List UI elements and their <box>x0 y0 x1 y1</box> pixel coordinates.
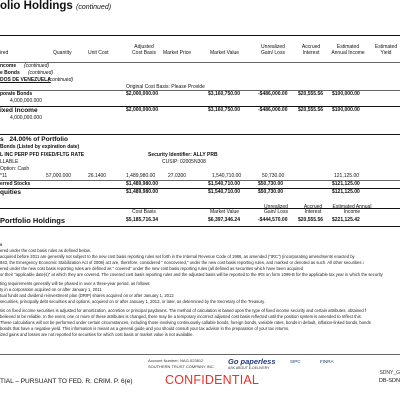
note-line: ty in a corporation acquired on or after January 1, 2011 <box>0 287 102 292</box>
col-unit-cost: Unit Cost <box>88 50 109 56</box>
col-adj-cost-l2: Cost Basis <box>132 50 156 56</box>
note-line: s <box>0 242 3 247</box>
cell-est-income: $121,125.00 <box>332 181 360 187</box>
col-est-income-l2: Annual Income <box>331 50 365 56</box>
row-corporate-bonds-qty <box>0 98 400 105</box>
sub-heading: Bonds (Listed by expiration date) <box>0 144 80 150</box>
cell-unrealized: $50,730.00 <box>258 189 284 195</box>
finra-logo: FINRA <box>320 359 334 364</box>
security-cusip: CUSIP: 02005N308 <box>162 159 206 165</box>
row-bonds-continued <box>0 70 400 77</box>
col-est-income <box>328 44 368 56</box>
note-line: ered under the cost basis rules as defined below. <box>0 248 91 253</box>
note-line: These calculations will not be performed under certain circumstances, including those involving continuously callable bonds, foreign bonds, variable rates, bonds in default, inflation-linked bonds, bonds <box>0 320 371 325</box>
cell-quantity: 57,000.000 <box>46 173 72 179</box>
cell-quantity: 4,000,000.000 <box>10 98 42 104</box>
note-line: ered under the new cost basis reporting rules are defined as " covered" under the new cost basis reporting rules (all defined as securities which have been acquired <box>0 266 304 271</box>
total-mv: $6,397,346.24 <box>208 217 240 223</box>
cell-est-income: 121,125.00 <box>334 173 360 179</box>
note-line: bonds that have a negative yield. This information is meant as a general guide and you should consult your tax advisor in the preparation of your tax returns. <box>0 326 290 331</box>
note-line: or their "applicable date(s)" at which they are covered. The covered cost basis reporting rules and the adjusted basis will be reported to the IRS on form 1099-B for the applicable tax year in which the security <box>0 272 383 277</box>
cell-est-income: $100,000.00 <box>332 91 360 97</box>
cell-unrealized: -$486,000.00 <box>258 91 288 97</box>
note-line: ting requirements generally will be phased in over a three-year period, as follows: <box>0 281 151 286</box>
footer-rule <box>0 354 400 355</box>
total-hdr-eai: Estimated Annual Income <box>332 204 372 215</box>
header-top-rule <box>0 35 400 36</box>
col-adj-cost-l1: Adjusted <box>134 44 154 50</box>
row-equities-total <box>0 189 400 196</box>
sipc-logo: SIPC <box>290 359 301 364</box>
row-label: quities <box>0 189 21 196</box>
row-tail: (continued) <box>48 77 74 83</box>
account-number: Account Number: NAG-023812 <box>148 358 204 363</box>
row-fixed-income-qty <box>0 115 400 122</box>
note-line: sis on fixed income securities is adjusted for amortization, accretion or principal paydowns. The method of calculation is based upon the type of fixed income security and certain attributes, obtained f <box>0 308 367 313</box>
row-corporate-bonds-total <box>0 91 400 98</box>
col-quantity: Quantity <box>53 50 72 56</box>
col-unrealized-l1: Unrealized <box>261 44 285 50</box>
col-unrealized <box>255 44 291 56</box>
page-title-sub: (continued) <box>76 4 112 11</box>
cell-cost: $2,000,000.00 <box>126 91 158 97</box>
grand-jury-notice: TIAL – PURSUANT TO FED. R. CRIM. P. 6(e) <box>0 378 133 385</box>
note-line: securities, principally debt securities and options, acquired on or after January 1, 2013, or later, as determined by the Secretary of the Treasury. <box>0 299 266 304</box>
cell-date: *11 <box>0 173 8 179</box>
row-venezuela <box>0 77 400 84</box>
note-line: tual funds and dividend reinvestment plan (DRIP) shares acquired on or after January 1, 2012 <box>0 293 174 298</box>
row-security-l2 <box>0 166 400 173</box>
row-preferred-sub <box>0 144 400 151</box>
cell-unrealized: $50,730.00 <box>258 181 284 187</box>
col-market-value: Market Value <box>210 50 240 56</box>
cell-market-value: 1,540,710.00 <box>212 173 242 179</box>
row-security-l1 <box>0 159 400 166</box>
firm-name: SOUTHERN TRUST COMPANY INC <box>148 364 214 369</box>
row-income-continued <box>0 63 400 70</box>
total-cost: $5,185,716.34 <box>126 217 158 223</box>
cell-est-income: $100,000.00 <box>332 107 360 113</box>
sdny-stamp: SDNY_G <box>379 370 400 376</box>
col-market-price: Market Price <box>163 50 192 56</box>
note-line: 843, the Emergency Economic Stabilization Act of 2008) act are, therefore, considered " noncovered," under the new cost basis reporting rules, and marked or denoted as such. All other securities i <box>0 260 364 265</box>
total-hdr-cost: Cost Basis <box>132 209 156 215</box>
row-preferred-total <box>0 181 400 188</box>
col-est-yield <box>372 44 400 56</box>
total-eai: $221,125.42 <box>332 217 360 223</box>
col-adj-cost <box>124 44 164 56</box>
page-title-main: olio Holdings <box>0 0 73 12</box>
row-label: erred Stocks <box>0 181 31 187</box>
col-acquired: ired <box>0 50 9 56</box>
cell-market-value: $1,540,710.00 <box>208 189 240 195</box>
cell-market-value: $3,160,750.00 <box>208 107 240 113</box>
total-hdr-ugl: Unrealized Gain/ Loss <box>264 204 288 215</box>
section-pct: 24.00% of Portfolio <box>9 136 68 143</box>
cell-accrued: $20,555.56 <box>298 107 324 113</box>
column-header <box>0 38 400 62</box>
cell-cost: 1,489,980.00 <box>126 173 156 179</box>
cost-basis-note: Original Cost Basis: Please Provide <box>126 84 205 90</box>
col-accrued-l2: Interest <box>302 50 320 56</box>
rule-3 <box>0 134 400 135</box>
security-option: Option: Cash <box>0 166 30 172</box>
page-title <box>0 0 111 12</box>
cell-cost: $1,489,980.00 <box>126 189 158 195</box>
col-est-income-l1: Estimated <box>336 44 360 50</box>
col-accrued-l1: Accrued <box>301 44 321 50</box>
note-line: acquired before 2011 are generally not subject to the new cost basis reporting rules set forth in the Internal Revenue Code of 1986, as amended ("IRC") (incorporating amendments enacted by <box>0 254 355 259</box>
security-callable: LLABLE <box>0 159 19 165</box>
cell-cost: $1,489,980.00 <box>126 181 158 187</box>
col-est-yield-l1: Estimated <box>374 44 398 50</box>
row-fixed-income-total <box>0 107 400 114</box>
row-label: DOS DE VENEZUELA <box>0 77 51 83</box>
note-line: believed to be reliable. In the event, one or more of these attributes is changed, there may be a temporary incorrect adjusted cost basis reflected until the position system is amended to reflect this <box>0 314 361 319</box>
cell-market-price: 27.0300 <box>168 173 187 179</box>
row-tail: (continued) <box>24 63 50 69</box>
row-total-header <box>0 204 400 216</box>
total-ai: $20,555.56 <box>298 217 324 223</box>
total-hdr-ai: Accrued Interest <box>303 204 323 215</box>
rule-7 <box>0 226 400 227</box>
go-paperless-logo: Go paperless <box>228 357 276 366</box>
go-paperless-sub: ASK ABOUT E-DELIVERY <box>228 366 270 370</box>
row-tail: (continued) <box>28 70 54 76</box>
row-label: ixed Income <box>0 107 38 114</box>
cell-market-value: $3,160,750.00 <box>208 91 240 97</box>
cost-basis-notes <box>0 242 400 338</box>
section-equities <box>0 136 68 143</box>
row-total-portfolio <box>0 216 400 225</box>
total-label: Portfolio Holdings <box>0 216 65 225</box>
cell-unit-cost: 26.1400 <box>88 173 107 179</box>
col-unrealized-l2: Gain/ Loss <box>261 50 285 56</box>
security-identifier: Security Identifier: ALLY PRB <box>148 152 218 158</box>
row-security-name <box>0 152 400 159</box>
row-label: ncome <box>0 63 17 69</box>
confidential-stamp: CONFIDENTIAL <box>165 373 260 387</box>
total-ugl: -$444,570.00 <box>258 217 288 223</box>
cell-cost: $2,000,000.00 <box>126 107 158 113</box>
cell-market-value: $1,540,710.00 <box>208 181 240 187</box>
cell-quantity: 4,000,000.000 <box>10 115 42 121</box>
cell-accrued: $20,555.56 <box>298 91 324 97</box>
total-hdr-mv: Market Value <box>210 209 240 215</box>
cell-est-income: $121,125.00 <box>332 189 360 195</box>
bates-number: DB-SDN <box>378 378 400 384</box>
cell-unrealized: 50,730.00 <box>262 173 285 179</box>
note-line: ized gains and losses are not reported for securities for which cost basis or market value is not available. <box>0 332 194 337</box>
section-label: s <box>0 136 4 143</box>
cell-unrealized: -$486,000.00 <box>258 107 288 113</box>
col-est-yield-l2: Yield <box>380 50 392 56</box>
security-name: L INC PERP PFD FIXED/FLTG RATE <box>0 152 85 158</box>
row-label: e Bonds <box>0 70 20 76</box>
row-label: porate Bonds <box>0 91 33 97</box>
row-security-values <box>0 173 400 180</box>
col-accrued <box>296 44 326 56</box>
